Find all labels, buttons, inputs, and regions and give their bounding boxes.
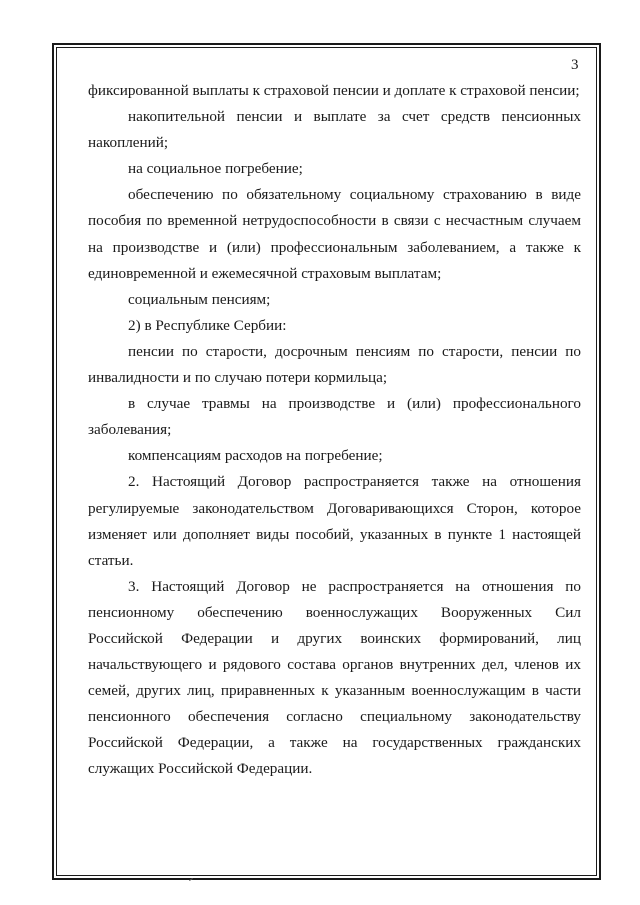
paragraph-clause-2: 2. Настоящий Договор распространяется также на отношения регулируемые законодательством Договаривающихся Сторон, которое изменяет или дополняет виды пособий, указанных в пункте 1 настоящей статьи. bbox=[88, 473, 581, 569]
paragraph-work-injury: в случае травмы на производстве и (или) профессионального заболевания; bbox=[88, 395, 581, 439]
paragraph-serbia-heading: 2) в Республике Сербии: bbox=[128, 316, 287, 334]
paragraph-old-age-pensions: пенсии по старости, досрочным пенсиям по старости, пенсии по инвалидности и по случаю потери кормильца; bbox=[88, 342, 581, 387]
paragraph-social-insurance: обеспечению по обязательному социальному страхованию в виде пособия по временной нетрудоспособности в связи с несчастным случаем на производстве и (или) профессиональным заболеванием, а также к единовременной и ежемесячной страховым выплатам; bbox=[88, 186, 581, 282]
paragraph-social-burial: на социальное погребение; bbox=[128, 160, 303, 178]
paragraph-social-pensions: социальным пенсиям; bbox=[128, 290, 271, 308]
paragraph-clause-3: 3. Настоящий Договор не распространяется на отношения по пенсионному обеспечению военнослужащих Вооруженных Сил Российской Федерации и других воинских формирований, лиц начальствующего и рядового состава органов внутренних дел, членов их семей, других лиц, приравненных к указанным военнослужащим в части пенсионного обеспечения согласно специальному законодательству Российской Федерации, а также на государственных гражданских служащих Российской Федерации. bbox=[88, 577, 581, 778]
paragraph-burial-compensation: компенсациям расходов на погребение; bbox=[128, 447, 383, 465]
paragraph-fixed-payment: фиксированной выплаты к страховой пенсии и доплате к страховой пенсии; bbox=[88, 82, 580, 99]
paragraph-funded-pension: накопительной пенсии и выплате за счет средств пенсионных накоплений; bbox=[88, 108, 581, 152]
document-body bbox=[88, 78, 581, 783]
page-number: 3 bbox=[571, 57, 579, 73]
